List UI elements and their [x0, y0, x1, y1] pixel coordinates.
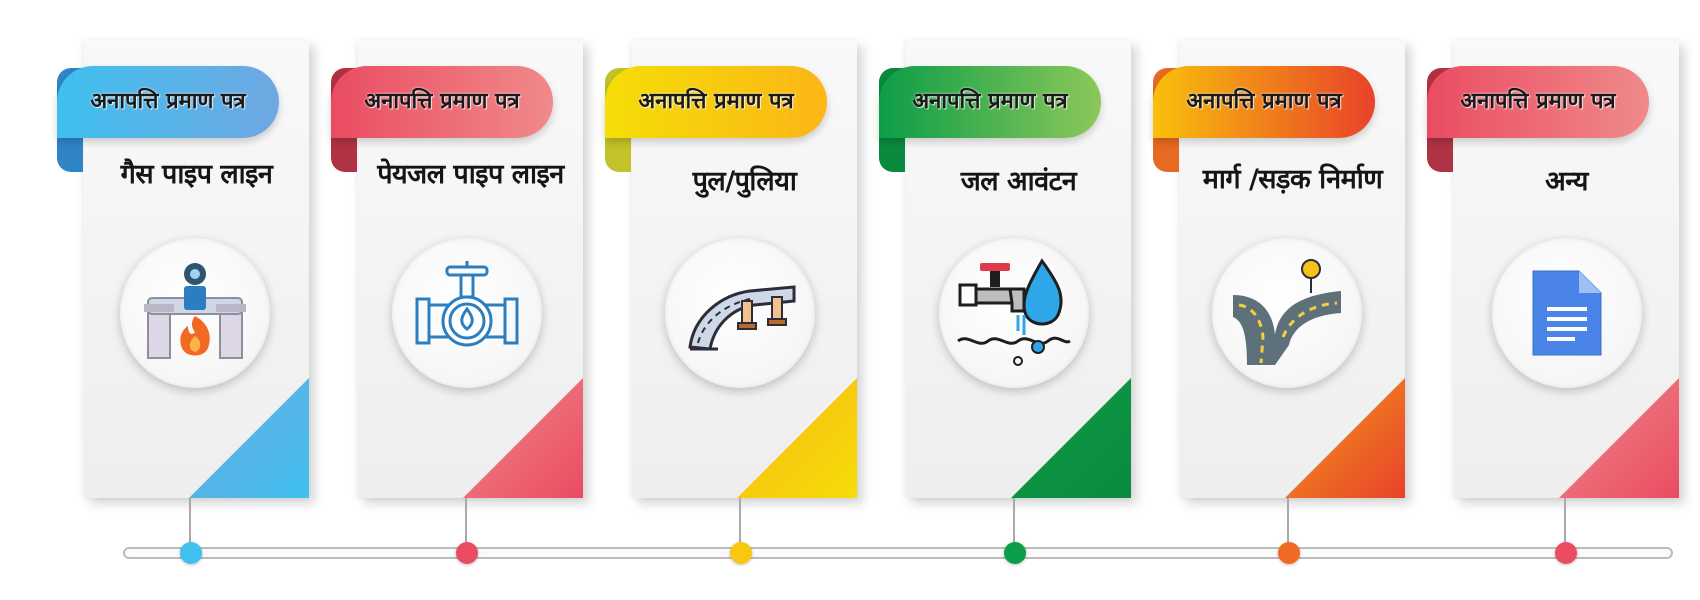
card-title: अन्य: [1545, 166, 1588, 197]
ribbon-noc-label: अनापत्ति प्रमाण पत्र: [1427, 66, 1649, 138]
card-corner-fold: [1285, 378, 1405, 498]
card-corner-fold: [1011, 378, 1131, 498]
timeline-dot[interactable]: [456, 542, 478, 564]
ribbon-noc-label: अनापत्ति प्रमाण पत्र: [879, 66, 1101, 138]
bridge-icon: [684, 257, 796, 369]
icon-circle: [120, 238, 270, 388]
card-corner-fold: [463, 378, 583, 498]
card-title: मार्ग /सड़क निर्माण: [1202, 164, 1383, 195]
card-title: पेयजल पाइप लाइन: [377, 159, 564, 190]
ribbon-noc-label: अनापत्ति प्रमाण पत्र: [1153, 66, 1375, 138]
card-title: पुल/पुलिया: [692, 166, 797, 197]
card-title: जल आवंटन: [960, 166, 1077, 197]
water-tap-icon: [954, 253, 1074, 373]
ribbon-noc-label: अनापत्ति प्रमाण पत्र: [57, 66, 279, 138]
road-icon: [1229, 255, 1345, 371]
card-corner-fold: [189, 378, 309, 498]
icon-circle: [1212, 238, 1362, 388]
timeline-dot[interactable]: [730, 542, 752, 564]
ribbon-noc-label: अनापत्ति प्रमाण पत्र: [331, 66, 553, 138]
gas-pipeline-icon: [140, 258, 250, 368]
icon-circle: [392, 238, 542, 388]
card-title: गैस पाइप लाइन: [120, 159, 273, 190]
icon-circle: [939, 238, 1089, 388]
water-valve-icon: [411, 257, 523, 369]
document-icon: [1527, 265, 1607, 361]
icon-circle: [665, 238, 815, 388]
icon-circle: [1492, 238, 1642, 388]
card-corner-fold: [1559, 378, 1679, 498]
timeline-dot[interactable]: [180, 542, 202, 564]
timeline-dot[interactable]: [1004, 542, 1026, 564]
card-corner-fold: [737, 378, 857, 498]
timeline-track: [123, 547, 1673, 559]
timeline-dot[interactable]: [1555, 542, 1577, 564]
ribbon-noc-label: अनापत्ति प्रमाण पत्र: [605, 66, 827, 138]
timeline-dot[interactable]: [1278, 542, 1300, 564]
